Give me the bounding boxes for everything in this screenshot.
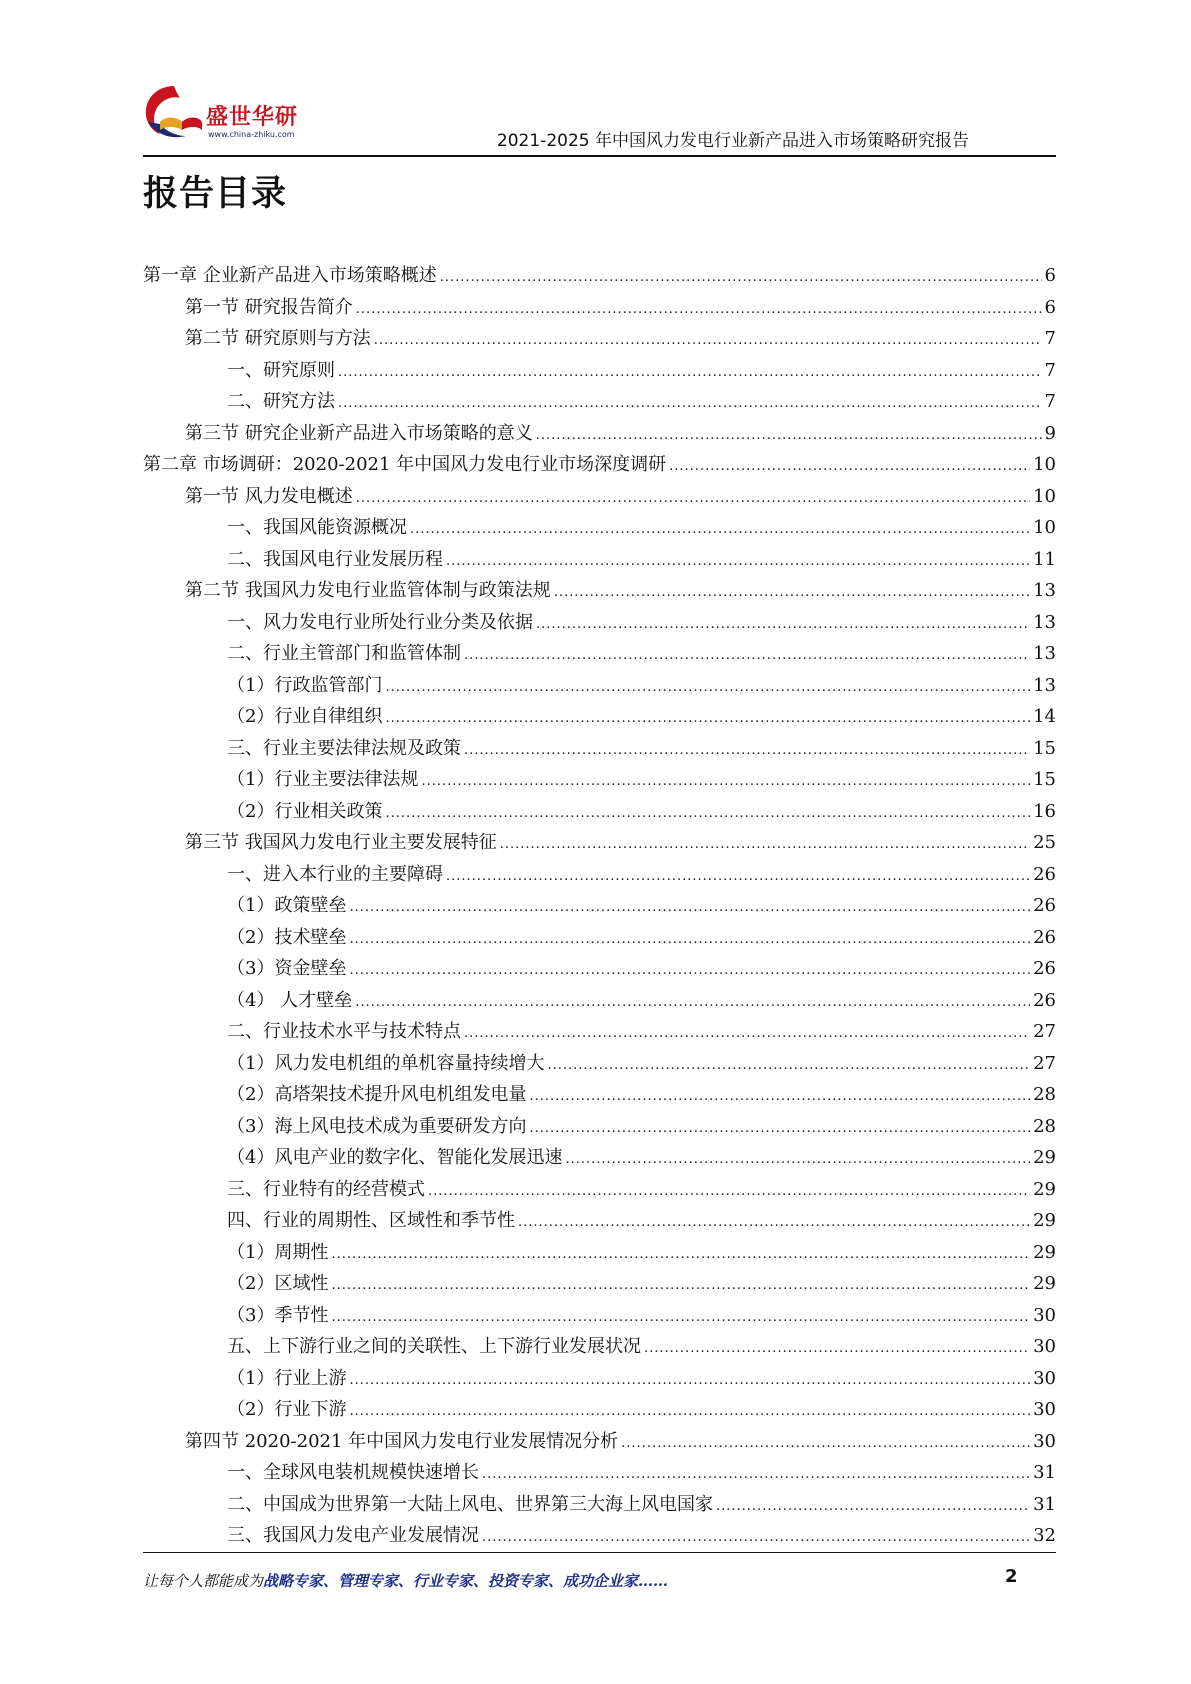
slogan-highlight: 战略专家、管理专家、行业专家、投资专家、成功企业家…… bbox=[263, 1572, 669, 1590]
toc-entry-page: 27 bbox=[1033, 1021, 1056, 1042]
toc-leader-dots bbox=[500, 827, 1030, 861]
toc-entry[interactable] bbox=[143, 292, 1056, 324]
toc-leader-dots bbox=[385, 670, 1030, 704]
toc-entry[interactable] bbox=[143, 418, 1056, 450]
toc-leader-dots bbox=[349, 922, 1030, 956]
toc-leader-dots bbox=[349, 1363, 1030, 1397]
toc-entry-title: 一、进入本行业的主要障碍 bbox=[227, 863, 443, 885]
toc-leader-dots bbox=[440, 260, 1042, 294]
toc-entry[interactable] bbox=[143, 953, 1056, 985]
toc-entry-page: 13 bbox=[1033, 580, 1056, 601]
toc-entry-page: 14 bbox=[1033, 706, 1056, 727]
toc-entry-page: 30 bbox=[1033, 1430, 1056, 1452]
toc-leader-dots bbox=[536, 607, 1030, 641]
toc-leader-dots bbox=[464, 1016, 1030, 1050]
toc-entry[interactable] bbox=[143, 859, 1056, 891]
toc-entry-page: 9 bbox=[1044, 422, 1056, 444]
logo-url: www.china-zhiku.com bbox=[208, 130, 295, 139]
toc-entry-page: 29 bbox=[1033, 1210, 1056, 1231]
toc-leader-dots bbox=[355, 985, 1030, 1019]
toc-leader-dots bbox=[349, 1394, 1030, 1428]
toc-entry[interactable] bbox=[143, 985, 1056, 1017]
toc-entry[interactable] bbox=[143, 1016, 1056, 1048]
toc-leader-dots bbox=[464, 733, 1030, 767]
toc-entry[interactable] bbox=[143, 449, 1056, 481]
toc-entry-title: （1）行业主要法律法规 bbox=[227, 769, 419, 790]
toc-leader-dots bbox=[338, 386, 1042, 420]
footer-slogan bbox=[143, 1570, 668, 1591]
toc-entry[interactable] bbox=[143, 1048, 1056, 1080]
company-logo bbox=[140, 82, 330, 146]
toc-entry-page: 26 bbox=[1033, 958, 1056, 979]
toc-entry[interactable] bbox=[143, 890, 1056, 922]
toc-leader-dots bbox=[554, 575, 1030, 609]
toc-entry-page: 27 bbox=[1033, 1052, 1056, 1074]
toc-entry-title: 二、行业技术水平与技术特点 bbox=[227, 1021, 461, 1042]
toc-entry[interactable] bbox=[143, 1520, 1056, 1552]
toc-entry-title: 第三节 我国风力发电行业主要发展特征 bbox=[185, 832, 497, 853]
toc-entry-title: 二、我国风电行业发展历程 bbox=[227, 548, 443, 570]
toc-entry-title: 第一章 企业新产品进入市场策略概述 bbox=[143, 265, 437, 286]
toc-entry-title: （3）资金壁垒 bbox=[227, 958, 347, 979]
toc-entry[interactable] bbox=[143, 1489, 1056, 1521]
toc-entry[interactable] bbox=[143, 1300, 1056, 1332]
toc-entry-title: 二、行业主管部门和监管体制 bbox=[227, 643, 461, 664]
toc-entry-page: 6 bbox=[1044, 265, 1056, 286]
toc-entry-page: 29 bbox=[1033, 1178, 1056, 1200]
toc-entry-title: （1）行业上游 bbox=[227, 1367, 347, 1389]
toc-entry-title: 二、中国成为世界第一大陆上风电、世界第三大海上风电国家 bbox=[227, 1493, 713, 1515]
toc-leader-dots bbox=[374, 323, 1042, 357]
toc-entry[interactable] bbox=[143, 796, 1056, 828]
toc-leader-dots bbox=[331, 1300, 1030, 1334]
header-divider bbox=[143, 155, 1056, 157]
toc-entry[interactable] bbox=[143, 733, 1056, 765]
toc-leader-dots bbox=[446, 859, 1030, 893]
toc-entry[interactable] bbox=[143, 1457, 1056, 1489]
toc-entry[interactable] bbox=[143, 1079, 1056, 1111]
toc-entry-title: 第二节 我国风力发电行业监管体制与政策法规 bbox=[185, 580, 551, 601]
toc-entry-page: 26 bbox=[1033, 989, 1056, 1011]
toc-entry-title: 一、全球风电装机规模快速增长 bbox=[227, 1462, 479, 1483]
toc-entry-title: 三、我国风力发电产业发展情况 bbox=[227, 1525, 479, 1546]
toc-entry-title: 五、上下游行业之间的关联性、上下游行业发展状况 bbox=[227, 1336, 641, 1357]
toc-entry-title: 第一节 风力发电概述 bbox=[185, 485, 353, 507]
toc-entry-page: 13 bbox=[1033, 643, 1056, 664]
toc-entry-title: 第三节 研究企业新产品进入市场策略的意义 bbox=[185, 422, 533, 444]
toc-entry-page: 6 bbox=[1044, 296, 1056, 318]
toc-entry-title: 三、行业特有的经营模式 bbox=[227, 1178, 425, 1200]
toc-entry-title: 第二章 市场调研：2020-2021 年中国风力发电行业市场深度调研 bbox=[143, 454, 667, 475]
slogan-prefix: 让每个人都能成为 bbox=[143, 1572, 264, 1590]
toc-leader-dots bbox=[385, 701, 1030, 735]
toc-entry-page: 10 bbox=[1033, 485, 1056, 507]
toc-entry-page: 26 bbox=[1033, 895, 1056, 916]
toc-entry-title: 第四节 2020-2021 年中国风力发电行业发展情况分析 bbox=[185, 1430, 619, 1452]
toc-leader-dots bbox=[464, 638, 1030, 672]
toc-entry-title: 第一节 研究报告简介 bbox=[185, 296, 353, 318]
toc-entry-page: 32 bbox=[1033, 1525, 1056, 1546]
toc-leader-dots bbox=[421, 764, 1030, 798]
toc-entry-page: 7 bbox=[1044, 359, 1056, 381]
logo-name: 盛世华研 bbox=[206, 105, 299, 130]
toc-entry[interactable] bbox=[143, 544, 1056, 576]
toc-entry[interactable] bbox=[143, 638, 1056, 670]
toc-leader-dots bbox=[356, 481, 1030, 515]
toc-entry[interactable] bbox=[143, 1111, 1056, 1143]
toc-entry-title: 一、研究原则 bbox=[227, 359, 335, 381]
toc-entry[interactable] bbox=[143, 1331, 1056, 1363]
footer-divider bbox=[143, 1552, 1056, 1553]
toc-entry-title: （1）行政监管部门 bbox=[227, 674, 383, 696]
toc-entry-title: （1）周期性 bbox=[227, 1241, 329, 1263]
toc-leader-dots bbox=[410, 512, 1030, 546]
toc-entry[interactable] bbox=[143, 670, 1056, 702]
toc-entry[interactable] bbox=[143, 1237, 1056, 1269]
toc-entry-page: 7 bbox=[1044, 328, 1056, 349]
toc-entry-title: （1）风力发电机组的单机容量持续增大 bbox=[227, 1052, 545, 1074]
toc-entry-page: 28 bbox=[1033, 1084, 1056, 1105]
toc-leader-dots bbox=[482, 1520, 1030, 1554]
toc-entry-page: 30 bbox=[1033, 1367, 1056, 1389]
toc-leader-dots bbox=[669, 449, 1030, 483]
toc-entry[interactable] bbox=[143, 481, 1056, 513]
toc-heading: 报告目录 bbox=[143, 174, 288, 214]
toc-entry-page: 28 bbox=[1033, 1115, 1056, 1137]
toc-leader-dots bbox=[529, 1079, 1030, 1113]
toc-entry[interactable] bbox=[143, 386, 1056, 418]
toc-entry-page: 29 bbox=[1033, 1273, 1056, 1294]
toc-entry-page: 31 bbox=[1033, 1462, 1056, 1483]
toc-entry-page: 13 bbox=[1033, 611, 1056, 633]
document-title: 2021-2025 年中国风力发电行业新产品进入市场策略研究报告 bbox=[496, 131, 969, 151]
toc-entry-title: （3）季节性 bbox=[227, 1304, 329, 1326]
toc-leader-dots bbox=[349, 953, 1030, 987]
toc-leader-dots bbox=[644, 1331, 1030, 1365]
toc-entry-page: 26 bbox=[1033, 926, 1056, 948]
toc-entry[interactable] bbox=[143, 575, 1056, 607]
toc-entry-title: 三、行业主要法律法规及政策 bbox=[227, 737, 461, 759]
toc-leader-dots bbox=[529, 1111, 1030, 1145]
toc-entry[interactable] bbox=[143, 323, 1056, 355]
toc-entry-title: 二、研究方法 bbox=[227, 391, 335, 412]
toc-leader-dots bbox=[338, 355, 1042, 389]
logo-emblem-icon bbox=[140, 82, 206, 146]
toc-entry-title: 一、风力发电行业所处行业分类及依据 bbox=[227, 611, 533, 633]
toc-entry[interactable] bbox=[143, 1394, 1056, 1426]
toc-entry[interactable] bbox=[143, 607, 1056, 639]
toc-leader-dots bbox=[482, 1457, 1030, 1491]
toc-entry[interactable] bbox=[143, 922, 1056, 954]
toc-entry[interactable] bbox=[143, 827, 1056, 859]
toc-entry-title: （4） 人才壁垒 bbox=[227, 989, 353, 1011]
toc-entry-title: （2）行业下游 bbox=[227, 1399, 347, 1420]
toc-entry-page: 7 bbox=[1044, 391, 1056, 412]
toc-entry-page: 10 bbox=[1033, 454, 1056, 475]
toc-entry-title: 四、行业的周期性、区域性和季节性 bbox=[227, 1210, 515, 1231]
toc-entry-title: 一、我国风能资源概况 bbox=[227, 517, 407, 538]
toc-entry-page: 25 bbox=[1033, 832, 1056, 853]
toc-entry-page: 29 bbox=[1033, 1147, 1056, 1168]
toc-entry-page: 16 bbox=[1033, 800, 1056, 822]
toc-leader-dots bbox=[518, 1205, 1030, 1239]
toc-entry[interactable] bbox=[143, 355, 1056, 387]
toc-entry-title: （2）行业自律组织 bbox=[227, 706, 383, 727]
toc-leader-dots bbox=[621, 1426, 1030, 1460]
toc-leader-dots bbox=[547, 1048, 1030, 1082]
toc-entry-title: 第二节 研究原则与方法 bbox=[185, 328, 371, 349]
toc-entry[interactable] bbox=[143, 1426, 1056, 1458]
toc-entry[interactable] bbox=[143, 1174, 1056, 1206]
toc-leader-dots bbox=[536, 418, 1042, 452]
toc-entry-title: （2）区域性 bbox=[227, 1273, 329, 1294]
toc-entry[interactable] bbox=[143, 764, 1056, 796]
page-number: 2 bbox=[1005, 1566, 1018, 1587]
toc-entry[interactable] bbox=[143, 1205, 1056, 1237]
toc-entry-page: 10 bbox=[1033, 517, 1056, 538]
toc-entry-page: 15 bbox=[1033, 769, 1056, 790]
toc-entry-title: （4）风电产业的数字化、智能化发展迅速 bbox=[227, 1147, 563, 1168]
toc-leader-dots bbox=[565, 1142, 1030, 1176]
toc-entry[interactable] bbox=[143, 701, 1056, 733]
toc-entry-page: 30 bbox=[1033, 1336, 1056, 1357]
toc-entry-page: 31 bbox=[1033, 1493, 1056, 1515]
toc-entry-page: 11 bbox=[1033, 548, 1056, 570]
toc-entry-title: （1）政策壁垒 bbox=[227, 895, 347, 916]
toc-entry-page: 29 bbox=[1033, 1241, 1056, 1263]
toc-leader-dots bbox=[331, 1268, 1030, 1302]
toc-entry[interactable] bbox=[143, 1268, 1056, 1300]
toc-leader-dots bbox=[385, 796, 1030, 830]
toc-entry-page: 13 bbox=[1033, 674, 1056, 696]
toc-leader-dots bbox=[428, 1174, 1030, 1208]
toc-entry-page: 30 bbox=[1033, 1304, 1056, 1326]
toc-leader-dots bbox=[349, 890, 1030, 924]
toc-entry-page: 26 bbox=[1033, 863, 1056, 885]
toc-entry[interactable] bbox=[143, 260, 1056, 292]
toc-leader-dots bbox=[446, 544, 1030, 578]
toc-entry-title: （2）高塔架技术提升风电机组发电量 bbox=[227, 1084, 527, 1105]
toc-entry[interactable] bbox=[143, 512, 1056, 544]
table-of-contents bbox=[143, 260, 1056, 1552]
toc-entry[interactable] bbox=[143, 1363, 1056, 1395]
toc-leader-dots bbox=[331, 1237, 1030, 1271]
toc-entry-title: （2）技术壁垒 bbox=[227, 926, 347, 948]
toc-entry-page: 15 bbox=[1033, 737, 1056, 759]
toc-entry-title: （2）行业相关政策 bbox=[227, 800, 383, 822]
toc-leader-dots bbox=[356, 292, 1042, 326]
toc-entry[interactable] bbox=[143, 1142, 1056, 1174]
toc-entry-page: 30 bbox=[1033, 1399, 1056, 1420]
toc-leader-dots bbox=[716, 1489, 1030, 1523]
toc-entry-title: （3）海上风电技术成为重要研发方向 bbox=[227, 1115, 527, 1137]
